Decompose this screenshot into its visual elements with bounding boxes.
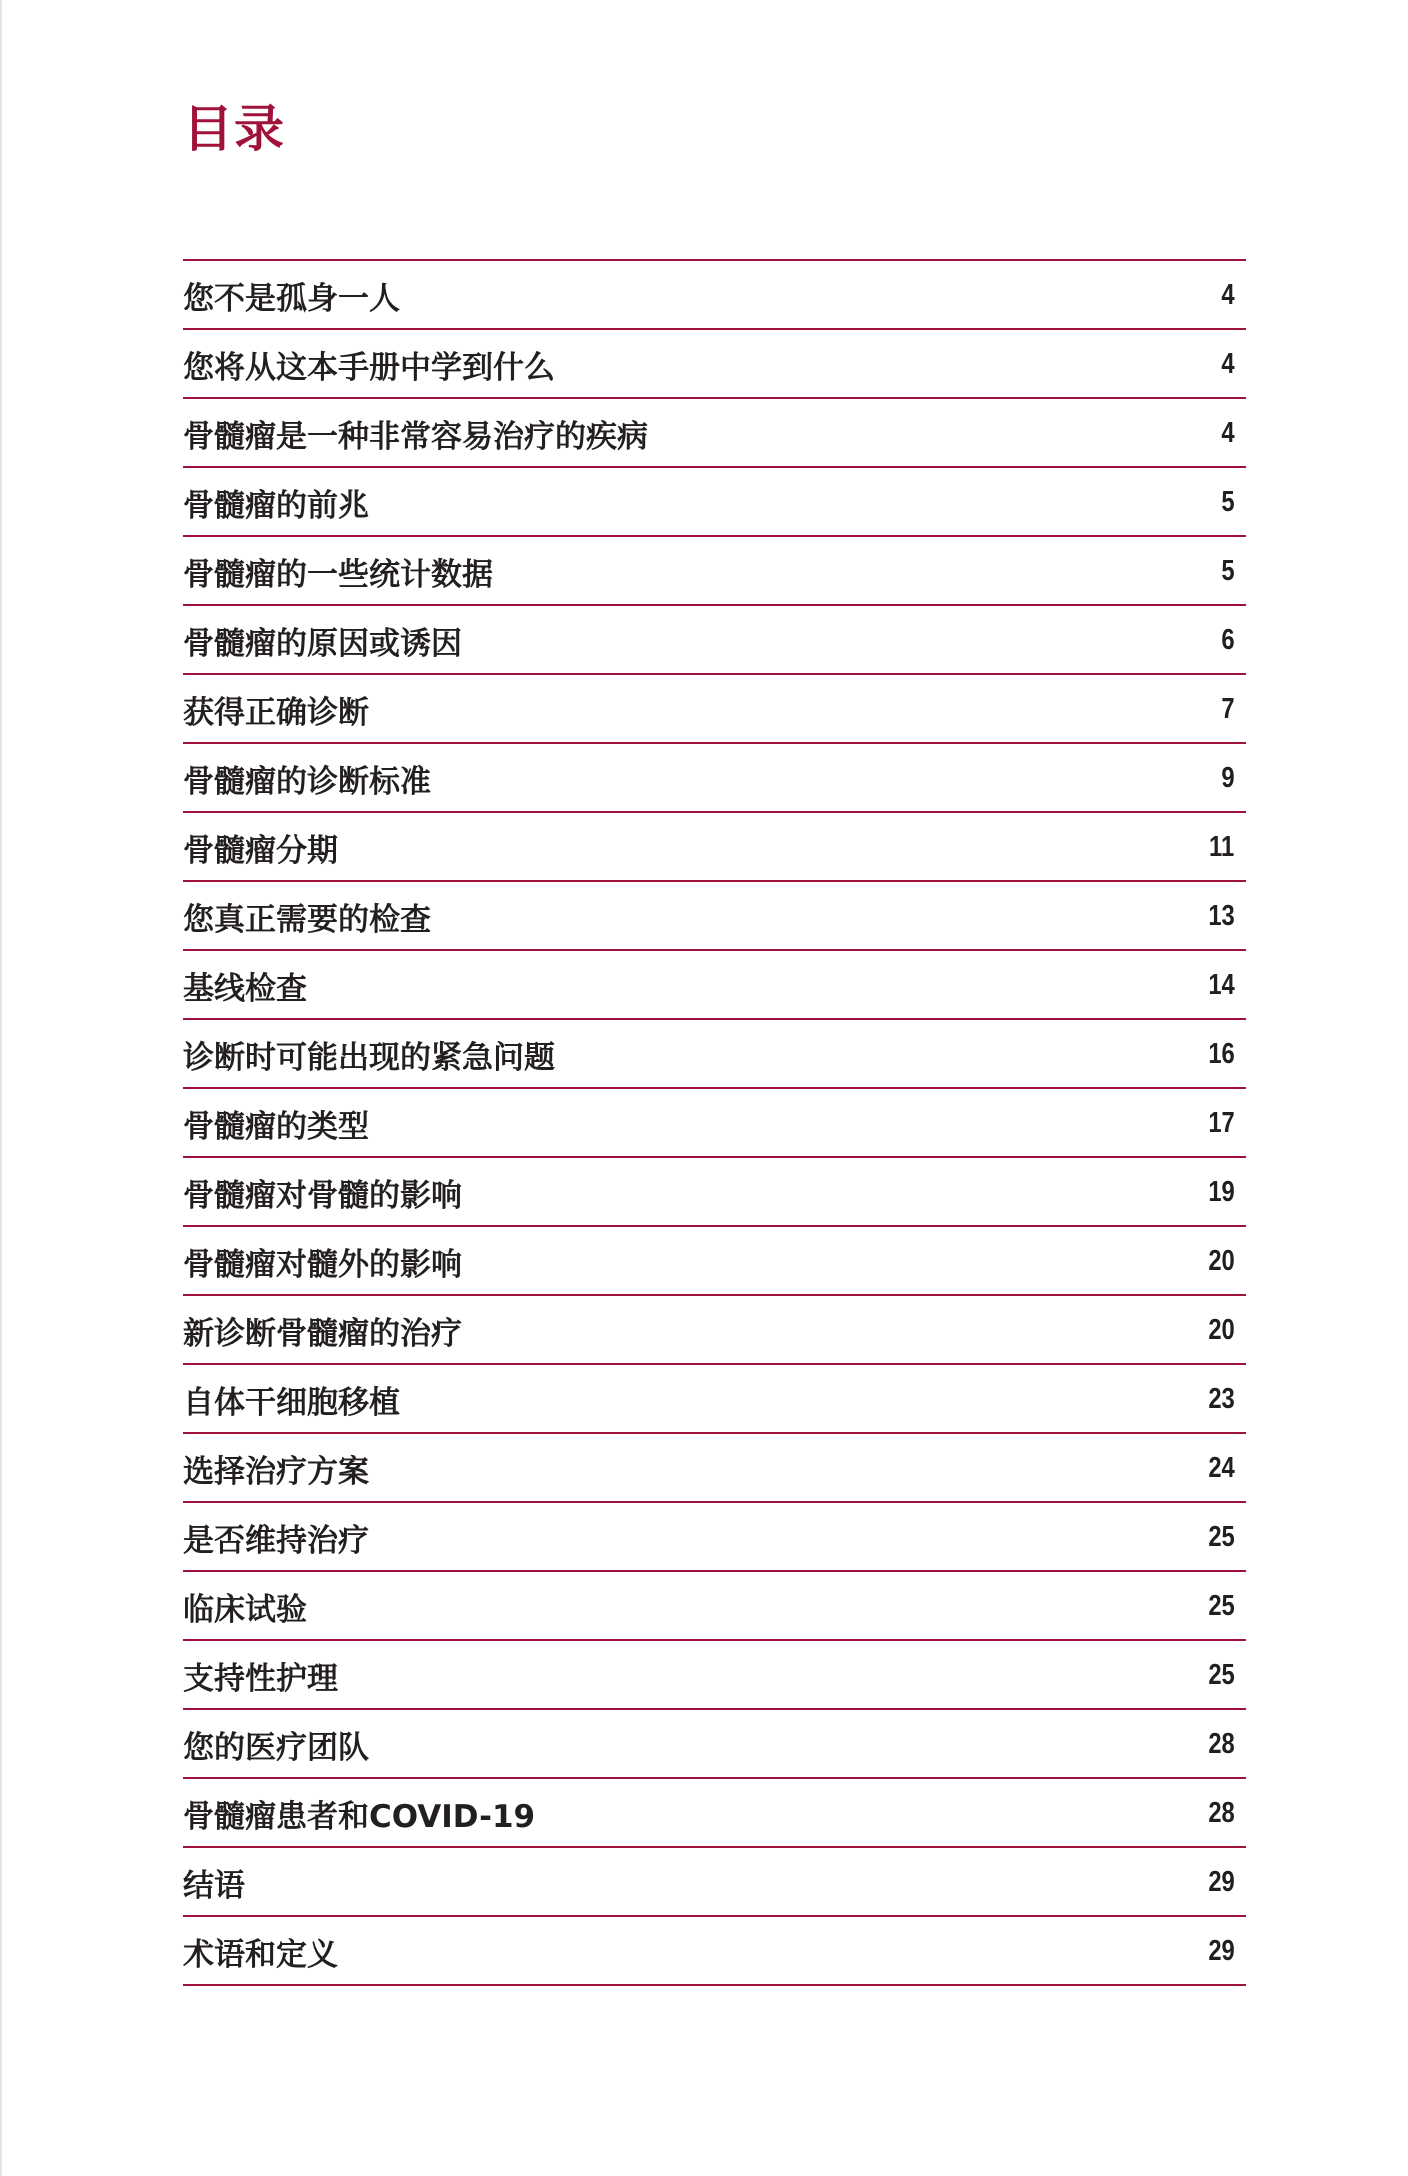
toc-entry[interactable] <box>183 1710 1246 1779</box>
page-edge <box>0 0 2 2176</box>
toc-entry-page: 5 <box>1221 486 1235 518</box>
toc-entry[interactable] <box>183 1641 1246 1710</box>
toc-entry-label: 骨髓瘤患者和COVID-19 <box>183 1799 536 1835</box>
toc-entry[interactable] <box>183 951 1246 1020</box>
toc-entry-page: 5 <box>1221 555 1235 587</box>
toc-entry-page: 13 <box>1208 900 1235 932</box>
toc-entry[interactable] <box>183 261 1246 330</box>
toc-entry-label: 支持性护理 <box>183 1661 338 1697</box>
toc-entry[interactable] <box>183 813 1246 882</box>
toc-entry-page: 28 <box>1208 1797 1235 1829</box>
toc-entry-page: 7 <box>1221 693 1235 725</box>
toc-entry-page: 25 <box>1208 1521 1235 1553</box>
toc-entry[interactable] <box>183 1572 1246 1641</box>
toc-entry[interactable] <box>183 330 1246 399</box>
toc-entry-label: 临床试验 <box>183 1592 307 1628</box>
toc-entry-page: 20 <box>1208 1314 1235 1346</box>
toc-entry-page: 25 <box>1208 1590 1235 1622</box>
toc-entry-page: 11 <box>1209 831 1235 863</box>
toc-entry-label: 您的医疗团队 <box>183 1730 369 1766</box>
toc-entry-page: 29 <box>1208 1866 1235 1898</box>
toc-entry-page: 25 <box>1208 1659 1235 1691</box>
toc-entry-label: 骨髓瘤对髓外的影响 <box>183 1247 462 1283</box>
toc-entry-label: 您将从这本手册中学到什么 <box>183 350 555 386</box>
toc-entry-label: 术语和定义 <box>183 1937 338 1973</box>
toc-entry[interactable] <box>183 537 1246 606</box>
toc-entry[interactable] <box>183 675 1246 744</box>
toc-entry-label: 骨髓瘤的类型 <box>183 1109 369 1145</box>
toc-entry[interactable] <box>183 1227 1246 1296</box>
toc-entry-page: 23 <box>1208 1383 1235 1415</box>
toc-entry[interactable] <box>183 1296 1246 1365</box>
toc-entry-label: 骨髓瘤的一些统计数据 <box>183 557 493 593</box>
toc-entry-label: 骨髓瘤的诊断标准 <box>183 764 431 800</box>
toc-entry-label: 基线检查 <box>183 971 307 1007</box>
toc-entry-page: 28 <box>1208 1728 1235 1760</box>
toc-entry[interactable] <box>183 1848 1246 1917</box>
toc-entry-label: 选择治疗方案 <box>183 1454 369 1490</box>
toc-entry-page: 29 <box>1208 1935 1235 1967</box>
toc-entry[interactable] <box>183 1089 1246 1158</box>
toc-entry-page: 4 <box>1221 417 1235 449</box>
toc-entry[interactable] <box>183 1434 1246 1503</box>
toc-entry-label: 是否维持治疗 <box>183 1523 369 1559</box>
toc-entry[interactable] <box>183 1917 1246 1986</box>
page-title: 目录 <box>183 100 285 158</box>
toc-entry-page: 14 <box>1208 969 1235 1001</box>
toc-entry-label: 诊断时可能出现的紧急问题 <box>183 1040 555 1076</box>
toc-entry-page: 16 <box>1208 1038 1235 1070</box>
toc-entry[interactable] <box>183 468 1246 537</box>
toc-entry-label: 骨髓瘤对骨髓的影响 <box>183 1178 462 1214</box>
toc-entry-page: 4 <box>1221 279 1235 311</box>
toc-entry[interactable] <box>183 606 1246 675</box>
toc-entry-page: 4 <box>1221 348 1235 380</box>
toc-entry-page: 24 <box>1208 1452 1235 1484</box>
toc-entry[interactable] <box>183 744 1246 813</box>
toc-entry-label: 骨髓瘤分期 <box>183 833 338 869</box>
toc-entry-label: 骨髓瘤是一种非常容易治疗的疾病 <box>183 419 648 455</box>
toc-entry-label: 您真正需要的检查 <box>183 902 431 938</box>
toc-entry-page: 17 <box>1208 1107 1235 1139</box>
toc-entry-label: 自体干细胞移植 <box>183 1385 400 1421</box>
toc-entry-label: 获得正确诊断 <box>183 695 369 731</box>
toc-entry-label: 您不是孤身一人 <box>183 281 400 317</box>
toc-entry-page: 6 <box>1221 624 1235 656</box>
toc-entry-page: 9 <box>1221 762 1235 794</box>
toc-entry-label: 骨髓瘤的原因或诱因 <box>183 626 462 662</box>
toc-entry[interactable] <box>183 1779 1246 1848</box>
toc-entry[interactable] <box>183 882 1246 951</box>
toc-entry[interactable] <box>183 1503 1246 1572</box>
table-of-contents <box>183 259 1246 1986</box>
toc-entry-label: 骨髓瘤的前兆 <box>183 488 369 524</box>
toc-entry-label: 新诊断骨髓瘤的治疗 <box>183 1316 462 1352</box>
toc-entry-page: 19 <box>1208 1176 1235 1208</box>
toc-entry[interactable] <box>183 1020 1246 1089</box>
toc-entry[interactable] <box>183 1365 1246 1434</box>
toc-entry[interactable] <box>183 1158 1246 1227</box>
toc-entry-label: 结语 <box>183 1868 245 1904</box>
toc-entry[interactable] <box>183 399 1246 468</box>
toc-entry-page: 20 <box>1208 1245 1235 1277</box>
